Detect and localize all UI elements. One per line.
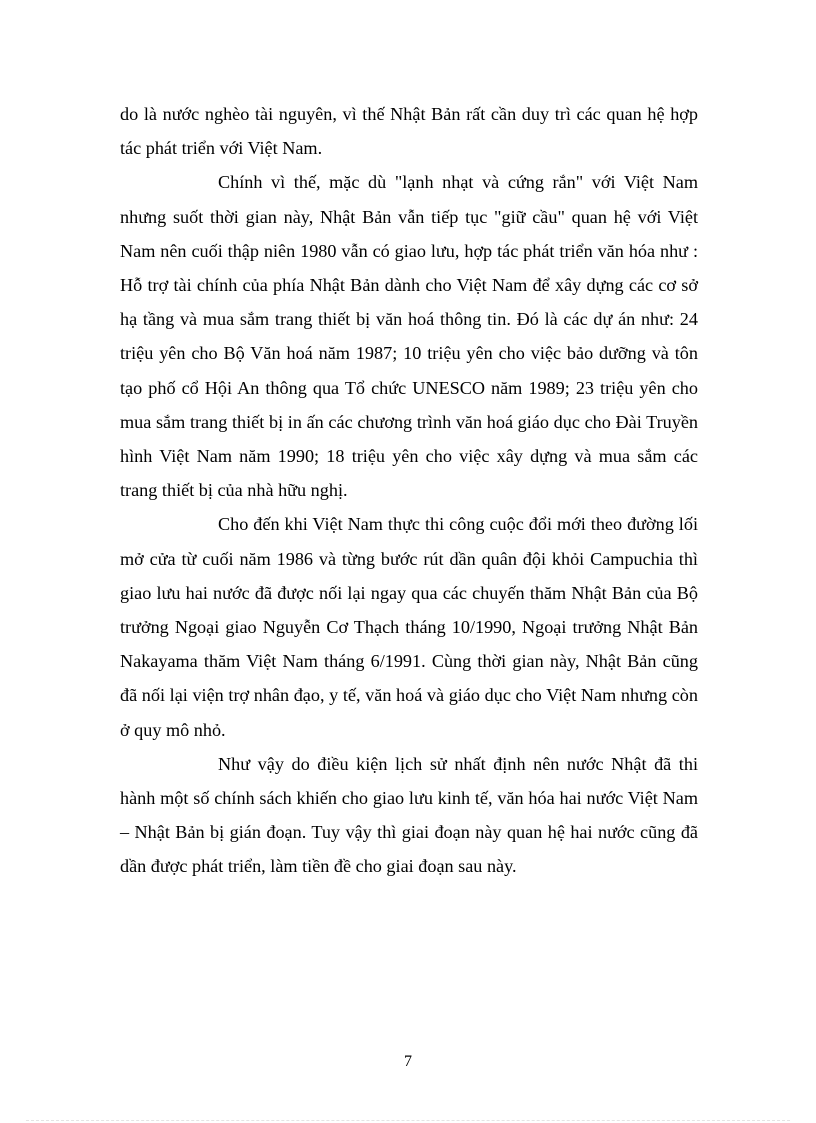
paragraph-doi-moi-relations: Cho đến khi Việt Nam thực thi công cuộc đổi mới theo đường lối mở cửa từ cuối năm 1986 và từng bước rút dần quân đội khỏi Campuchia thì giao lưu hai nước đã được nối lại ngay qua các chuyến thăm Nhật Bản của Bộ trưởng Ngoại giao Nguyễn Cơ Thạch tháng 10/1990, Ngoại trưởng Nhật Bản Nakayama thăm Việt Nam tháng 6/1991. Cùng thời gian này, Nhật Bản cũng đã nối lại viện trợ nhân đạo, y tế, văn hoá và giáo dục cho Việt Nam nhưng còn ở quy mô nhỏ. [120,514,698,740]
paragraph-conclusion: Như vậy do điều kiện lịch sử nhất định nên nước Nhật đã thi hành một số chính sách khiến cho giao lưu kinh tế, văn hóa hai nước Việt Nam – Nhật Bản bị gián đoạn. Tuy vậy thì giai đoạn này quan hệ hai nước cũng đã dần được phát triển, làm tiền đề cho giai đoạn sau này. [120,753,698,877]
page-bottom-divider [26,1120,790,1121]
paragraph-cultural-cooperation: Chính vì thế, mặc dù "lạnh nhạt và cứng rắn" với Việt Nam nhưng suốt thời gian này, Nhật Bản vẫn tiếp tục "giữ cầu" quan hệ với Việt Nam nên cuối thập niên 1980 vẫn có giao lưu, hợp tác phát triển văn hóa như : Hỗ trợ tài chính của phía Nhật Bản dành cho Việt Nam để xây dựng các cơ sở hạ tầng và mua sắm trang thiết bị văn hoá thông tin. Đó là các dự án như: 24 triệu yên cho Bộ Văn hoá năm 1987; 10 triệu yên cho việc bảo dưỡng và tôn tạo phố cổ Hội An thông qua Tổ chức UNESCO năm 1989; 23 triệu yên cho mua sắm trang thiết bị in ấn các chương trình văn hoá giáo dục cho Đài Truyền hình Việt Nam năm 1990; 18 triệu yên cho việc xây dựng và mua sắm các trang thiết bị của nhà hữu nghị. [120,172,698,501]
paragraph-continuation: do là nước nghèo tài nguyên, vì thế Nhật Bản rất cần duy trì các quan hệ hợp tác phát triển với Việt Nam. [120,104,698,159]
page-number: 7 [404,1053,412,1070]
body-text [120,97,698,884]
